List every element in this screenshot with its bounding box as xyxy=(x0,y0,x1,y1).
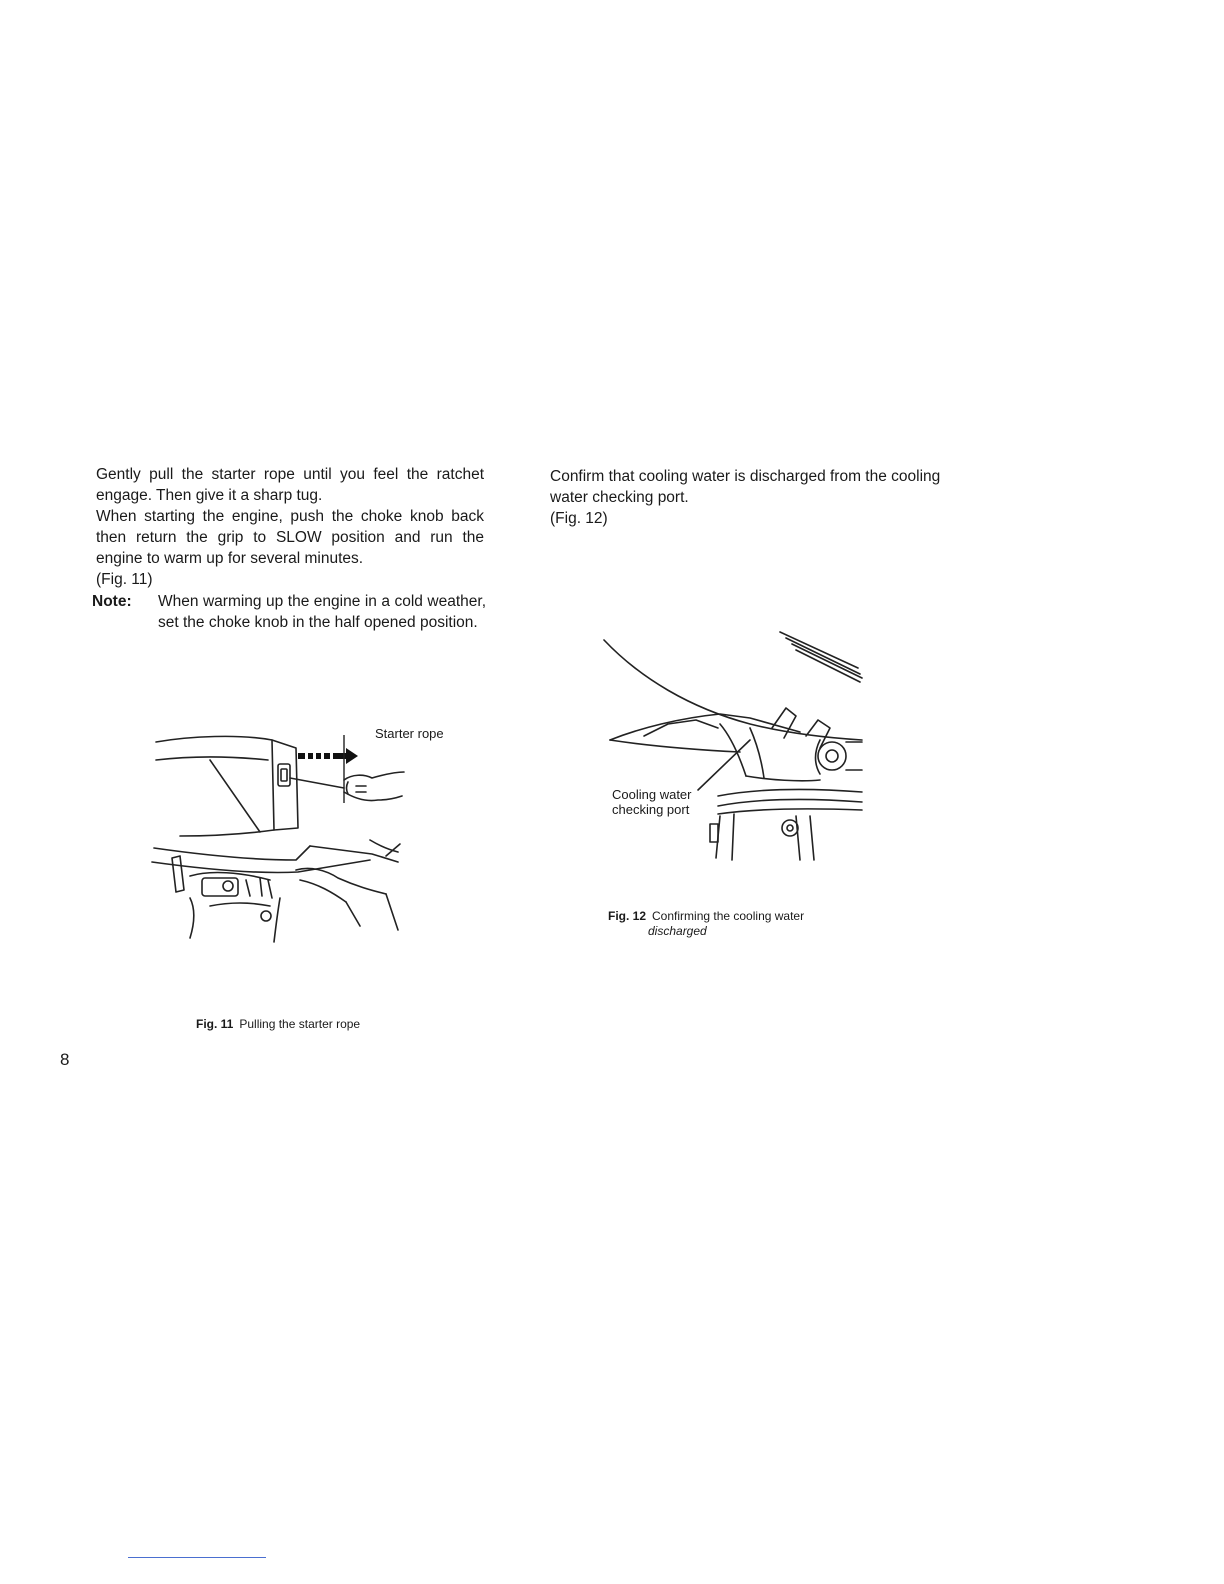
fig12-caption-text-line1: Confirming the cooling water xyxy=(652,909,805,923)
starter-rope-paragraph: Gently pull the starter rope until you feel the ratchet engage. Then give it a sharp tug. xyxy=(96,466,484,504)
note-label: Note: xyxy=(92,593,132,610)
pull-direction-arrow-icon xyxy=(296,748,366,768)
cooling-water-paragraph: Confirm that cooling water is discharged from the cooling water checking port. xyxy=(550,468,941,506)
fig11-caption-text: Pulling the starter rope xyxy=(239,1017,361,1031)
starter-rope-leader-line xyxy=(340,735,350,805)
footer-rule xyxy=(128,1557,266,1558)
cold-weather-note xyxy=(92,591,486,655)
fig12-reference: (Fig. 12) xyxy=(550,510,608,527)
fig12-cooling-port-drawing xyxy=(600,628,870,863)
fig11-outboard-engine-drawing xyxy=(150,720,410,945)
fig12-caption xyxy=(608,909,804,939)
fig11-caption xyxy=(196,1017,360,1032)
cooling-port-label-line2: checking port xyxy=(612,802,690,817)
page-number: 8 xyxy=(60,1050,70,1069)
starter-rope-label: Starter rope xyxy=(375,726,444,741)
warm-up-paragraph: When starting the engine, push the choke knob back then return the grip to SLOW position and run the engine to warm up for several minutes. xyxy=(96,508,484,567)
right-intro-text xyxy=(550,466,942,529)
fig12-caption-text-line2: discharged xyxy=(648,924,707,938)
cooling-port-label xyxy=(612,787,692,817)
fig11-reference: (Fig. 11) xyxy=(96,571,153,588)
left-intro-text xyxy=(96,464,484,590)
note-text: When warming up the engine in a cold weather, set the choke knob in the half opened position. xyxy=(158,593,486,631)
cooling-port-label-line1: Cooling water xyxy=(612,787,692,802)
fig11-caption-number: Fig. 11 xyxy=(196,1017,234,1031)
fig12-caption-number: Fig. 12 xyxy=(608,909,647,923)
